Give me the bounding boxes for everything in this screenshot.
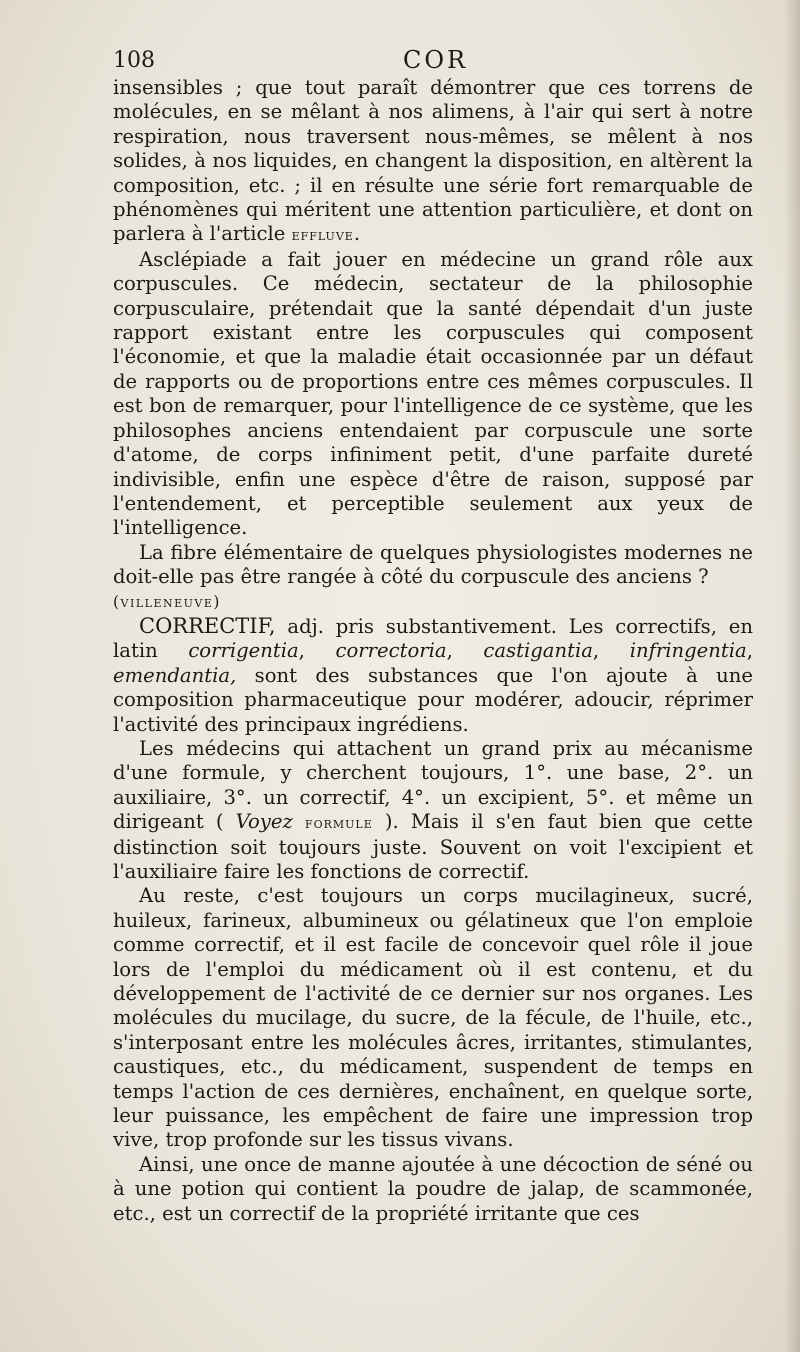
paragraph-6: Au reste, c'est toujours un corps mucilagineux, sucré, huileux, farineux, albumineux ou gélatineux que l'on emploie comme correctif, et il est facile de concevoir quel rôle il joue lors de l'emploi du médicament où il est contenu, et du développement de l'activité de ce dernier sur nos organes. Les molécules du mucilage, du sucre, de la fécule, de l'huile, etc., s'interposant entre les molécules âcres, irritantes, stimulantes, caustiques, etc., du médicament, suspendent de temps en temps l'action de ces dernières, enchaînent, en quelque sorte, leur puissance, les empêchent de faire une impression trop vive, trop profonde sur les tissus vivans. bbox=[113, 884, 753, 1152]
author-signature: (villeneuve) bbox=[113, 592, 221, 611]
paragraph-2: Asclépiade a fait jouer en médecine un grand rôle aux corpuscules. Ce médecin, sectateur de la philosophie corpusculaire, prétendait que la santé dépendait d'un juste rapport existant entre les corpuscules qui composent l'économie, et que la maladie était occasionnée par un défaut de rapports ou de proportions entre ces mêmes corpuscules. Il est bon de remarquer, pour l'intelligence de ce système, que les philosophes anciens entendaient par corpuscule une sorte d'atome, de corps infiniment petit, d'une parfaite dureté indivisible, enfin une espèce d'être de raison, supposé par l'entendement, et perceptible seulement aux yeux de l'intelligence. bbox=[113, 247, 753, 540]
latin-term: correctoria bbox=[335, 639, 447, 663]
latin-term: emendantia, bbox=[113, 663, 237, 687]
entry-headword: CORRECTIF, bbox=[139, 613, 276, 638]
latin-term: infringentia bbox=[629, 639, 747, 663]
page-header bbox=[113, 44, 753, 76]
latin-term: corrigentia bbox=[188, 639, 299, 663]
paragraph-3: La fibre élémentaire de quelques physiologistes modernes ne doit-elle pas être rangée à côté du corpuscule des anciens ? bbox=[113, 540, 753, 589]
latin-term: castigantia bbox=[483, 639, 593, 663]
page-edge-shadow bbox=[784, 0, 800, 1352]
body-text bbox=[113, 76, 753, 1226]
page-number: 108 bbox=[113, 48, 155, 73]
running-head: COR bbox=[403, 46, 469, 74]
paragraph-7: Ainsi, une once de manne ajoutée à une décoction de séné ou à une potion qui contient la poudre de jalap, de scammonée, etc., est un correctif de la propriété irritante que ces bbox=[113, 1152, 753, 1225]
paragraph-5: Les médecins qui attachent un grand prix au mécanisme d'une formule, y cherchent toujours, 1°. une base, 2°. un auxiliaire, 3°. un correctif, 4°. un excipient, 5°. et même un dirigeant ( Voyez formule ). Mais il s'en faut bien que cette distinction soit toujours juste. Souvent on voit l'excipient et l'auxiliaire faire les fonctions de correctif. bbox=[113, 736, 754, 883]
cross-reference: formule bbox=[304, 813, 373, 833]
voyez-label: Voyez bbox=[235, 810, 293, 834]
paragraph-1: insensibles ; que tout paraît démontrer que ces torrens de molécules, en se mêlant à nos alimens, à l'air qui sert à notre respiration, nous traversent nous-mêmes, se mêlent à nos solides, à nos liquides, en changent la disposition, en altèrent la composition, etc. ; il en résulte une série fort remarquable de phénomènes qui méritent une attention particulière, et dont on parlera à l'article effluve. bbox=[113, 76, 753, 246]
entry-correctif: CORRECTIF, adj. pris substantivement. Les correctifs, en latin corrigentia, correctoria, castigantia, infringentia, emendantia, sont des substances que l'on ajoute à une composition pharmaceutique pour modérer, adoucir, réprimer l'activité des principaux ingrédiens. bbox=[113, 613, 753, 736]
cross-reference: effluve bbox=[291, 225, 354, 245]
